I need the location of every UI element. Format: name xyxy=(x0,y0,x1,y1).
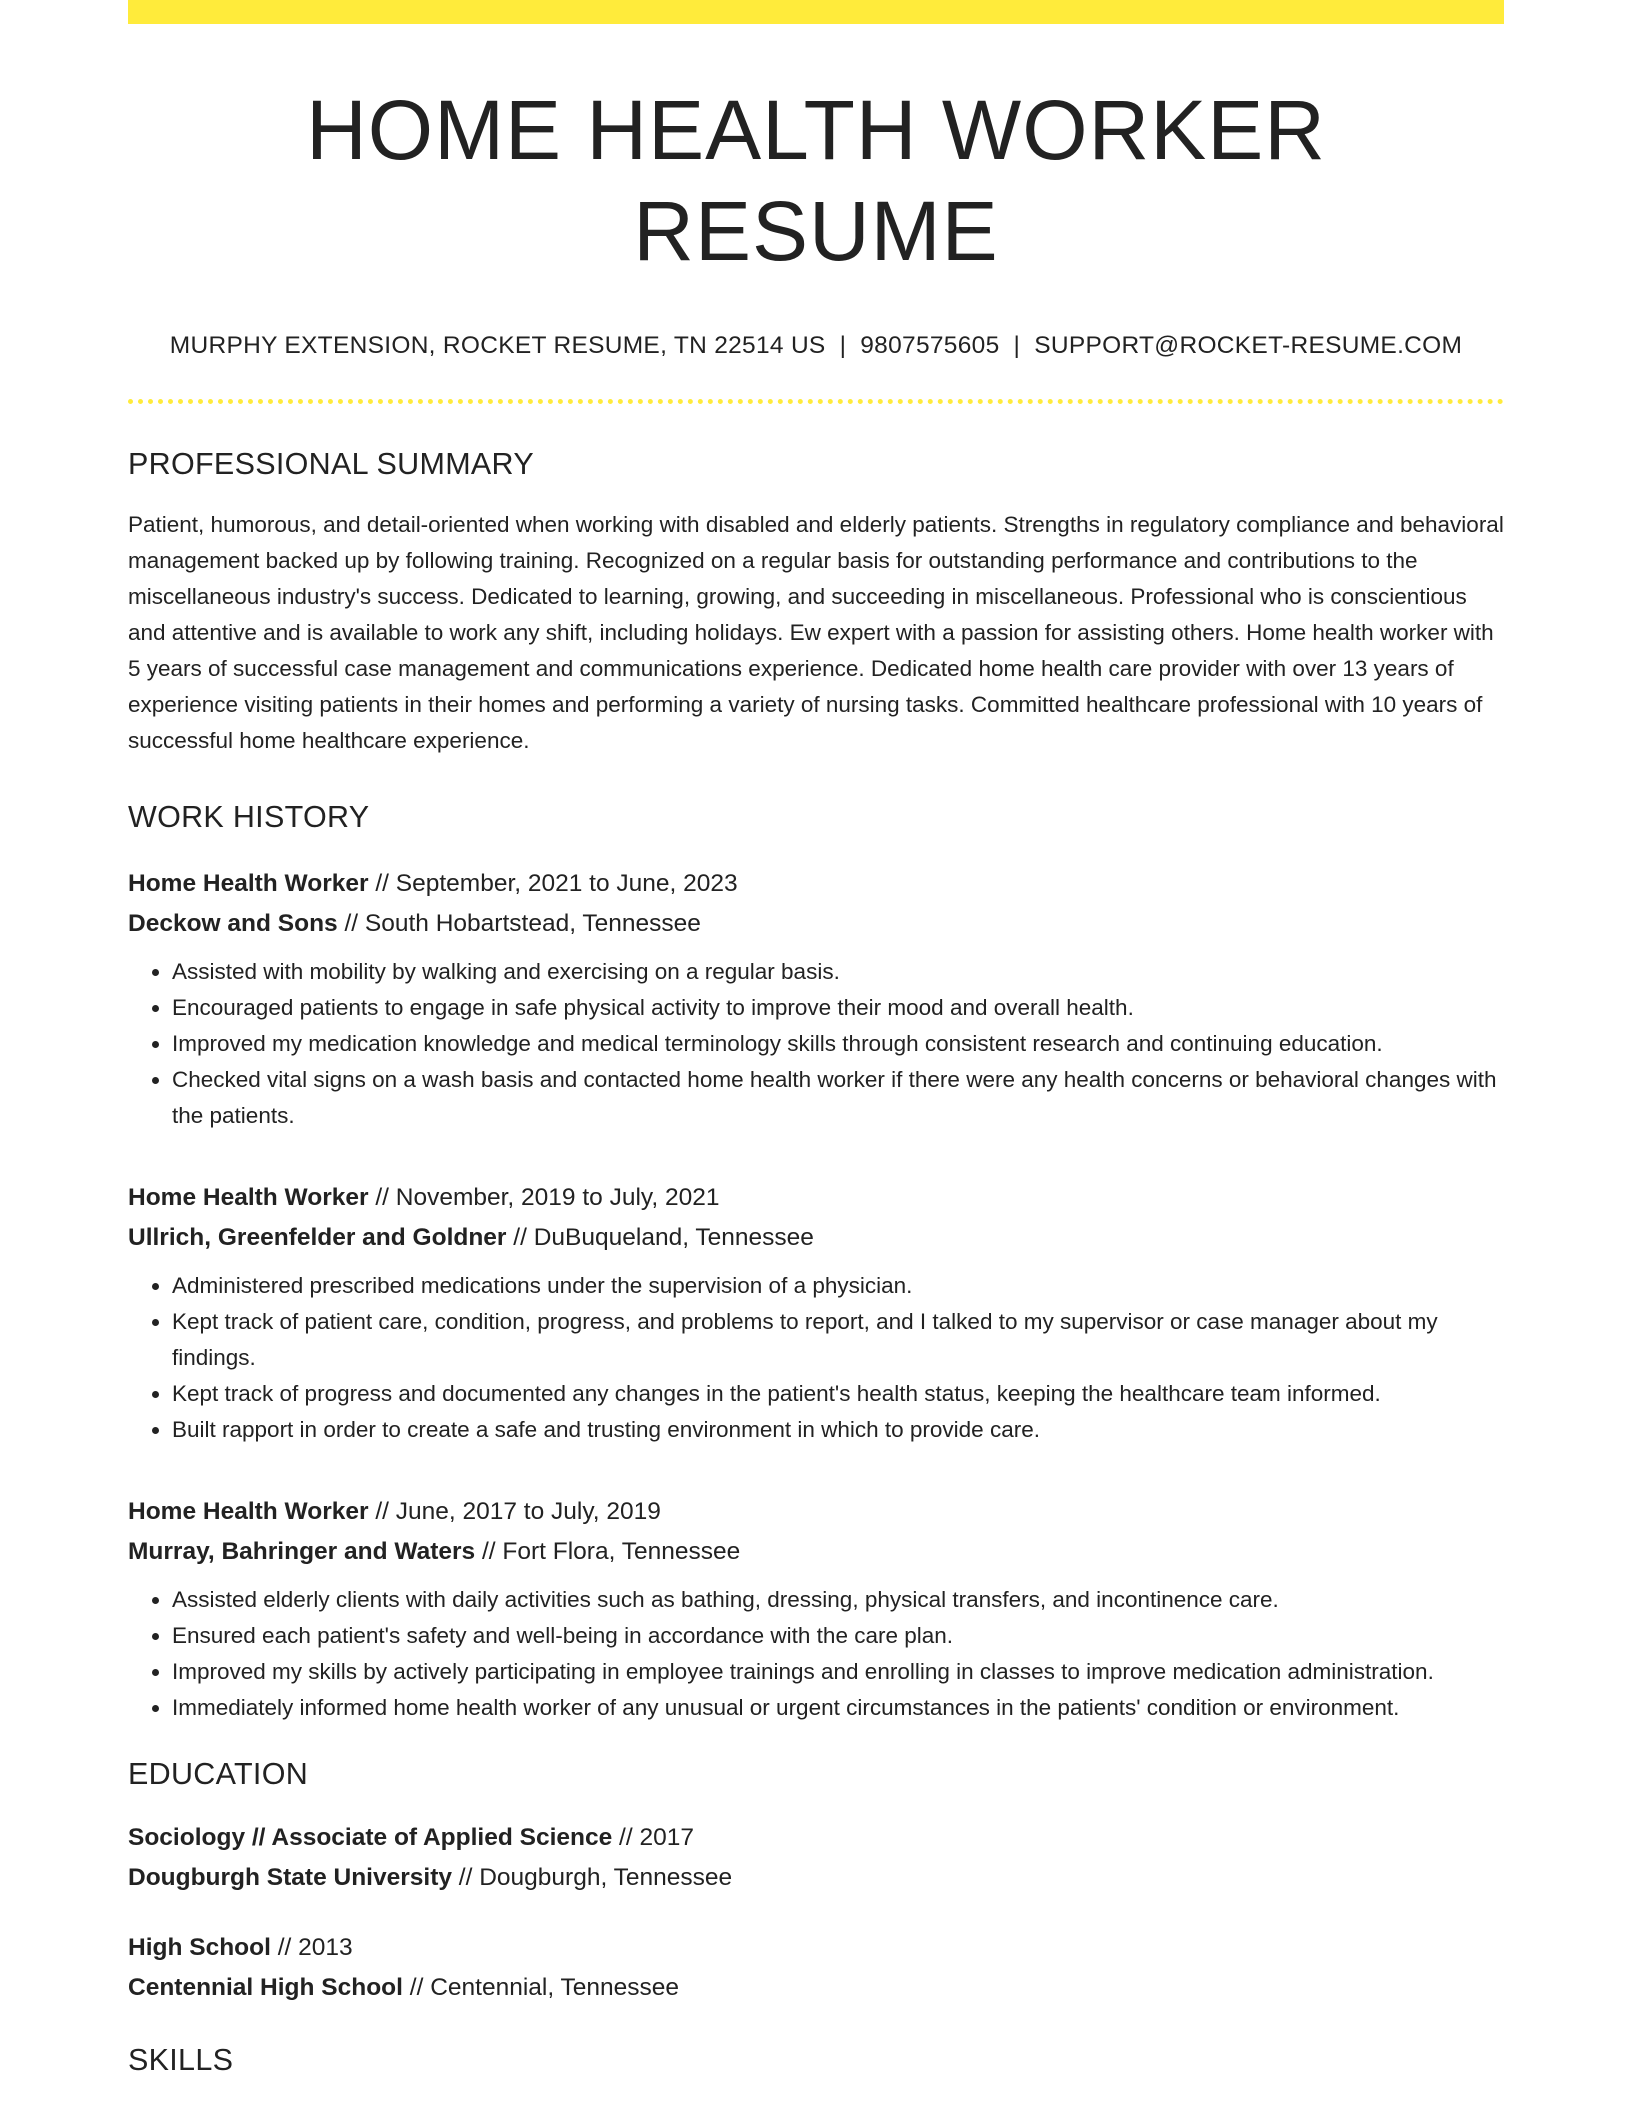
education-year: // 2017 xyxy=(612,1824,694,1852)
job-bullets xyxy=(128,954,1504,1134)
list-item: • Assisted with mobility by walking and exercising on a regular basis. xyxy=(172,954,1504,990)
job-location: // South Hobartstead, Tennessee xyxy=(337,909,701,937)
education-entry xyxy=(128,1928,1504,2008)
job-title: Home Health Worker xyxy=(128,869,369,897)
job-entry xyxy=(128,1178,1504,1448)
education-degree-line xyxy=(128,1928,1504,1968)
job-location: // DuBuqueland, Tennessee xyxy=(506,1223,814,1251)
work-history-heading: WORK HISTORY xyxy=(128,800,370,835)
summary-text: Patient, humorous, and detail-oriented when working with disabled and elderly patients. Strengths in regulatory compliance and behavioral management backed up by following training. Recognized on a regular basis for outstanding performance and contributions to the miscellaneous industry's success. Dedicated to learning, growing, and succeeding in miscellaneous. Professional who is conscientious and attentive and is available to work any shift, including holidays. Ew expert with a passion for assisting others. Home health worker with 5 years of successful case management and communications experience. Dedicated home health care provider with over 13 years of experience visiting patients in their homes and performing a variety of nursing tasks. Committed healthcare professional with 10 years of successful home healthcare experience. xyxy=(128,512,1504,754)
education-degree: Sociology // Associate of Applied Science xyxy=(128,1824,613,1852)
job-location: // Fort Flora, Tennessee xyxy=(475,1537,741,1565)
job-company-line xyxy=(128,1218,1504,1258)
list-item: • Checked vital signs on a wash basis and contacted home health worker if there were any health concerns or behavioral changes with the patients. xyxy=(172,1062,1504,1134)
dotted-divider xyxy=(128,399,1504,404)
job-title-line xyxy=(128,1492,1504,1532)
job-company: Murray, Bahringer and Waters xyxy=(128,1537,476,1565)
page-title: HOME HEALTH WORKER RESUME xyxy=(306,83,1326,278)
job-title: Home Health Worker xyxy=(128,1497,369,1525)
job-entry xyxy=(128,1492,1504,1726)
education-school-line xyxy=(128,1858,1504,1898)
education-degree-line xyxy=(128,1818,1504,1858)
contact-address: MURPHY EXTENSION, ROCKET RESUME, TN 22514 US xyxy=(169,331,826,359)
job-bullets xyxy=(128,1268,1504,1448)
list-item: • Kept track of patient care, condition, progress, and problems to report, and I talked to my supervisor or case manager about my findings. xyxy=(172,1304,1504,1376)
skills-heading: SKILLS xyxy=(128,2043,234,2078)
contact-email: SUPPORT@ROCKET-RESUME.COM xyxy=(1034,331,1463,359)
education-year: // 2013 xyxy=(270,1934,353,1962)
education-school-line xyxy=(128,1968,1504,2008)
list-item: • Improved my skills by actively participating in employee trainings and enrolling in classes to improve medication administration. xyxy=(172,1654,1504,1690)
education-entry xyxy=(128,1818,1504,1898)
job-title-line xyxy=(128,1178,1504,1218)
job-title: Home Health Worker xyxy=(128,1183,369,1211)
job-bullets xyxy=(128,1582,1504,1726)
list-item: • Encouraged patients to engage in safe physical activity to improve their mood and overall health. xyxy=(172,990,1504,1026)
list-item: • Kept track of progress and documented any changes in the patient's health status, keeping the healthcare team informed. xyxy=(172,1376,1504,1412)
list-item: • Built rapport in order to create a safe and trusting environment in which to provide care. xyxy=(172,1412,1504,1448)
job-title-line xyxy=(128,864,1504,904)
education-location: // Dougburgh, Tennessee xyxy=(451,1864,733,1892)
contact-phone: 9807575605 xyxy=(860,331,1000,359)
list-item: • Assisted elderly clients with daily activities such as bathing, dressing, physical transfers, and incontinence care. xyxy=(172,1582,1504,1618)
list-item: • Immediately informed home health worker of any unusual or urgent circumstances in the patients' condition or environment. xyxy=(172,1690,1504,1726)
resume-content xyxy=(128,0,1504,2079)
job-dates: // November, 2019 to July, 2021 xyxy=(368,1183,720,1211)
education-school: Centennial High School xyxy=(128,1974,403,2002)
list-item: • Administered prescribed medications under the supervision of a physician. xyxy=(172,1268,1504,1304)
education-location: // Centennial, Tennessee xyxy=(402,1974,680,2002)
contact-line xyxy=(128,330,1504,362)
summary-heading: PROFESSIONAL SUMMARY xyxy=(128,447,534,482)
education-school: Dougburgh State University xyxy=(128,1864,452,1892)
job-dates: // September, 2021 to June, 2023 xyxy=(368,869,738,897)
education-degree: High School xyxy=(128,1934,271,1962)
list-item: • Improved my medication knowledge and medical terminology skills through consistent research and continuing education. xyxy=(172,1026,1504,1062)
job-company: Ullrich, Greenfelder and Goldner xyxy=(128,1223,507,1251)
contact-separator: | xyxy=(839,331,847,359)
contact-separator: | xyxy=(1013,331,1021,359)
education-heading: EDUCATION xyxy=(128,1756,309,1791)
list-item: • Ensured each patient's safety and well-being in accordance with the care plan. xyxy=(172,1618,1504,1654)
job-company-line xyxy=(128,1532,1504,1572)
job-entry xyxy=(128,864,1504,1134)
job-dates: // June, 2017 to July, 2019 xyxy=(368,1497,661,1525)
job-company: Deckow and Sons xyxy=(128,909,338,937)
job-company-line xyxy=(128,904,1504,944)
